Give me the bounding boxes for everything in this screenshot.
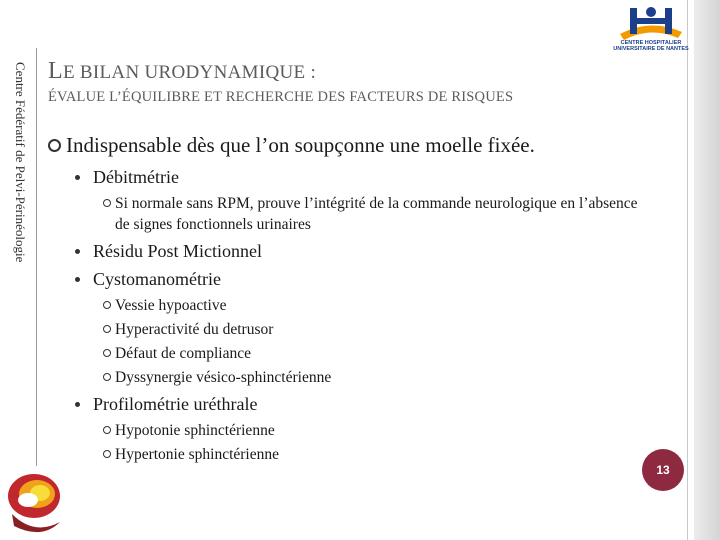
title-line1 — [48, 58, 648, 85]
list-item — [48, 165, 638, 189]
sub-list-item — [48, 319, 638, 340]
sub-item-text: Hyperactivité du detrusor — [115, 321, 274, 338]
logo-caption-line1: CENTRE HOSPITALIER — [620, 40, 682, 46]
ring-bullet-icon — [103, 349, 111, 357]
ring-bullet-icon — [103, 301, 111, 309]
slide-content — [48, 132, 638, 468]
sub-item-text: Vessie hypoactive — [115, 297, 227, 314]
sub-list-item — [48, 193, 638, 235]
sub-list-item — [48, 295, 638, 316]
title-initial: L — [48, 58, 63, 84]
item-label: Débitmétrie — [93, 167, 179, 187]
dot-bullet-icon — [75, 402, 80, 407]
item-label: Cystomanométrie — [93, 269, 221, 289]
main-bullet — [48, 132, 638, 159]
sub-list-item — [48, 444, 638, 465]
item-label: Profilométrie uréthrale — [93, 394, 258, 414]
chu-nantes-caption — [604, 40, 698, 53]
right-edge-band — [694, 0, 720, 540]
ring-bullet-icon — [103, 325, 111, 333]
logo-caption-line2: UNIVERSITAIRE DE NANTES — [613, 46, 689, 53]
dot-bullet-icon — [75, 249, 80, 254]
right-divider — [687, 0, 688, 540]
dot-bullet-icon — [75, 175, 80, 180]
subtitle: ÉVALUE L’ÉQUILIBRE ET RECHERCHE DES FACTEURS DE RISQUES — [48, 89, 514, 105]
title-rest: E BILAN URODYNAMIQUE : — [62, 62, 317, 83]
list-item — [48, 392, 638, 416]
sub-item-text: Hypertonie sphinctérienne — [115, 446, 279, 463]
page-number-badge: 13 — [642, 449, 684, 491]
item-label: Résidu Post Mictionnel — [93, 241, 263, 261]
sub-list-item — [48, 367, 638, 388]
hollow-bullet-icon — [48, 139, 61, 152]
ring-bullet-icon — [103, 450, 111, 458]
main-point-text: Indispensable dès que l’on soupçonne une moelle fixée. — [66, 133, 535, 157]
dot-bullet-icon — [75, 277, 80, 282]
sub-item-text: Hypotonie sphinctérienne — [115, 422, 275, 439]
pelvi-perineology-logo-icon — [4, 466, 68, 540]
sub-list-item — [48, 420, 638, 441]
list-item — [48, 239, 638, 263]
sub-item-text: Défaut de compliance — [115, 345, 251, 362]
sub-item-text: Si normale sans RPM, prouve l’intégrité de la commande neurologique en l’absence de signes fonctionnels urinaires — [115, 195, 638, 233]
slide-title — [48, 58, 648, 106]
left-divider — [36, 48, 37, 466]
list-item — [48, 267, 638, 291]
ring-bullet-icon — [103, 426, 111, 434]
sub-list-item — [48, 343, 638, 364]
ring-bullet-icon — [103, 373, 111, 381]
ring-bullet-icon — [103, 199, 111, 207]
vertical-center-label: Centre Fédératif de Pelvi-Périnéologie — [13, 62, 28, 263]
sub-item-text: Dyssynergie vésico-sphinctérienne — [115, 369, 332, 386]
